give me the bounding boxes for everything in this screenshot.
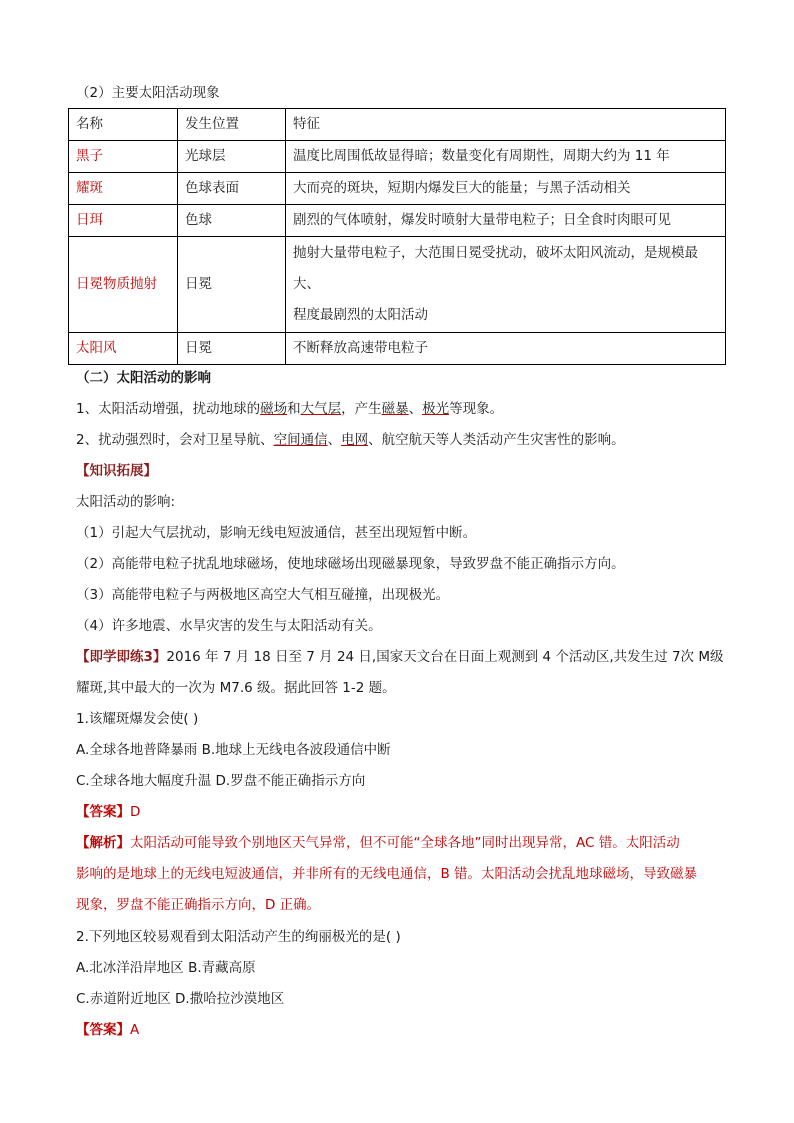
row-name: 日冕物质抛射 <box>69 237 178 333</box>
analysis-tag: 【解析】 <box>76 835 130 851</box>
question-1-options: A.全球各地普降暴雨 B.地球上无线电各波段通信中断 <box>76 742 391 758</box>
influence-paragraph-2 <box>76 430 625 450</box>
solar-activity-table <box>68 108 726 365</box>
table-row <box>69 173 726 205</box>
extension-item: （1）引起大气层扰动，影响无线电短波通信，甚至出现短暂中断。 <box>76 525 477 541</box>
text-span: 、 <box>408 401 423 417</box>
header-feature: 特征 <box>286 109 726 141</box>
extension-title: 【知识拓展】 <box>76 463 157 479</box>
keyword-space-communication: 空间通信 <box>273 432 328 448</box>
row-name: 日珥 <box>69 205 178 237</box>
text-span: 2、扰动强烈时，会对卫星导航、 <box>76 432 274 448</box>
question-2-options: A.北冰洋沿岸地区 B.青藏高原 <box>76 960 256 976</box>
table-row <box>69 237 726 333</box>
question-1-analysis-line: 现象，罗盘不能正确指示方向，D 正确。 <box>76 897 321 913</box>
table-row <box>69 333 726 365</box>
row-feature-line: 抛射大量带电粒子，大范围日冕受扰动，破坏太阳风流动，是规模最大、 <box>293 245 698 292</box>
influence-title: （二）太阳活动的影响 <box>76 370 211 386</box>
table-row <box>69 205 726 237</box>
extension-intro: 太阳活动的影响: <box>76 494 176 510</box>
row-name: 耀斑 <box>69 173 178 205</box>
question-2-answer <box>76 1020 139 1040</box>
text-span: 等现象。 <box>449 401 504 417</box>
row-location: 日冕 <box>178 237 286 333</box>
row-feature-line: 程度最剧烈的太阳活动 <box>293 307 428 323</box>
row-location: 日冕 <box>178 333 286 365</box>
row-feature: 温度比周围低故显得暗；数量变化有周期性，周期大约为 11 年 <box>286 141 726 173</box>
header-location: 发生位置 <box>178 109 286 141</box>
section-heading: （2）主要太阳活动现象 <box>76 85 220 101</box>
extension-item: （2）高能带电粒子扰乱地球磁场，使地球磁场出现磁暴现象，导致罗盘不能正确指示方向。 <box>76 556 625 572</box>
question-1-analysis <box>76 833 680 853</box>
text-span: ，产生 <box>341 401 382 417</box>
row-name: 黑子 <box>69 141 178 173</box>
answer-value: A <box>130 1022 140 1038</box>
influence-paragraph-1 <box>76 399 503 419</box>
question-2-options: C.赤道附近地区 D.撒哈拉沙漠地区 <box>76 991 285 1007</box>
row-feature <box>286 237 726 333</box>
text-span: 1、太阳活动增强，扰动地球的 <box>76 401 261 417</box>
extension-item: （3）高能带电粒子与两极地区高空大气相互碰撞，出现极光。 <box>76 587 450 603</box>
row-feature: 大而亮的斑块，短期内爆发巨大的能量；与黑子活动相关 <box>286 173 726 205</box>
row-location: 色球 <box>178 205 286 237</box>
extension-item: （4）许多地震、水旱灾害的发生与太阳活动有关。 <box>76 618 382 634</box>
row-name: 太阳风 <box>69 333 178 365</box>
answer-tag: 【答案】 <box>76 1022 130 1038</box>
practice-stem-text: 2016 年 7 月 18 日至 7 月 24 日,国家天文台在日面上观测到 4 个活动区,共发生过 7次 M级 <box>166 649 724 665</box>
question-1-analysis-line: 影响的是地球上的无线电短波通信，并非所有的无线电通信，B 错。太阳活动会扰乱地球磁场，导致磁暴 <box>76 866 698 882</box>
question-1-answer <box>76 802 140 822</box>
keyword-magnetic-field: 磁场 <box>260 401 288 417</box>
text-span: 、航空航天等人类活动产生灾害性的影响。 <box>368 432 625 448</box>
table-header-row <box>69 109 726 141</box>
keyword-aurora: 极光 <box>422 401 450 417</box>
row-feature: 剧烈的气体喷射，爆发时喷射大量带电粒子；日全食时肉眼可见 <box>286 205 726 237</box>
answer-value: D <box>130 804 141 820</box>
practice-stem-line: 耀斑,其中最大的一次为 M7.6 级。据此回答 1-2 题。 <box>76 680 396 696</box>
table-row <box>69 141 726 173</box>
keyword-atmosphere: 大气层 <box>300 401 342 417</box>
question-1-options: C.全球各地大幅度升温 D.罗盘不能正确指示方向 <box>76 773 366 789</box>
answer-tag: 【答案】 <box>76 804 130 820</box>
keyword-magnetic-storm: 磁暴 <box>381 401 409 417</box>
practice-tag: 【即学即练3】 <box>76 649 167 665</box>
analysis-text: 太阳活动可能导致个别地区天气异常，但不可能“全球各地”同时出现异常，AC 错。太阳活动 <box>130 835 680 851</box>
text-span: 、 <box>327 432 342 448</box>
keyword-power-grid: 电网 <box>341 432 369 448</box>
header-name: 名称 <box>69 109 178 141</box>
question-2: 2.下列地区较易观看到太阳活动产生的绚丽极光的是( ) <box>76 929 401 945</box>
row-location: 色球表面 <box>178 173 286 205</box>
text-span: 和 <box>287 401 301 417</box>
row-feature: 不断释放高速带电粒子 <box>286 333 726 365</box>
practice-stem-line <box>76 647 724 667</box>
question-1: 1.该耀斑爆发会使( ) <box>76 711 199 727</box>
row-location: 光球层 <box>178 141 286 173</box>
